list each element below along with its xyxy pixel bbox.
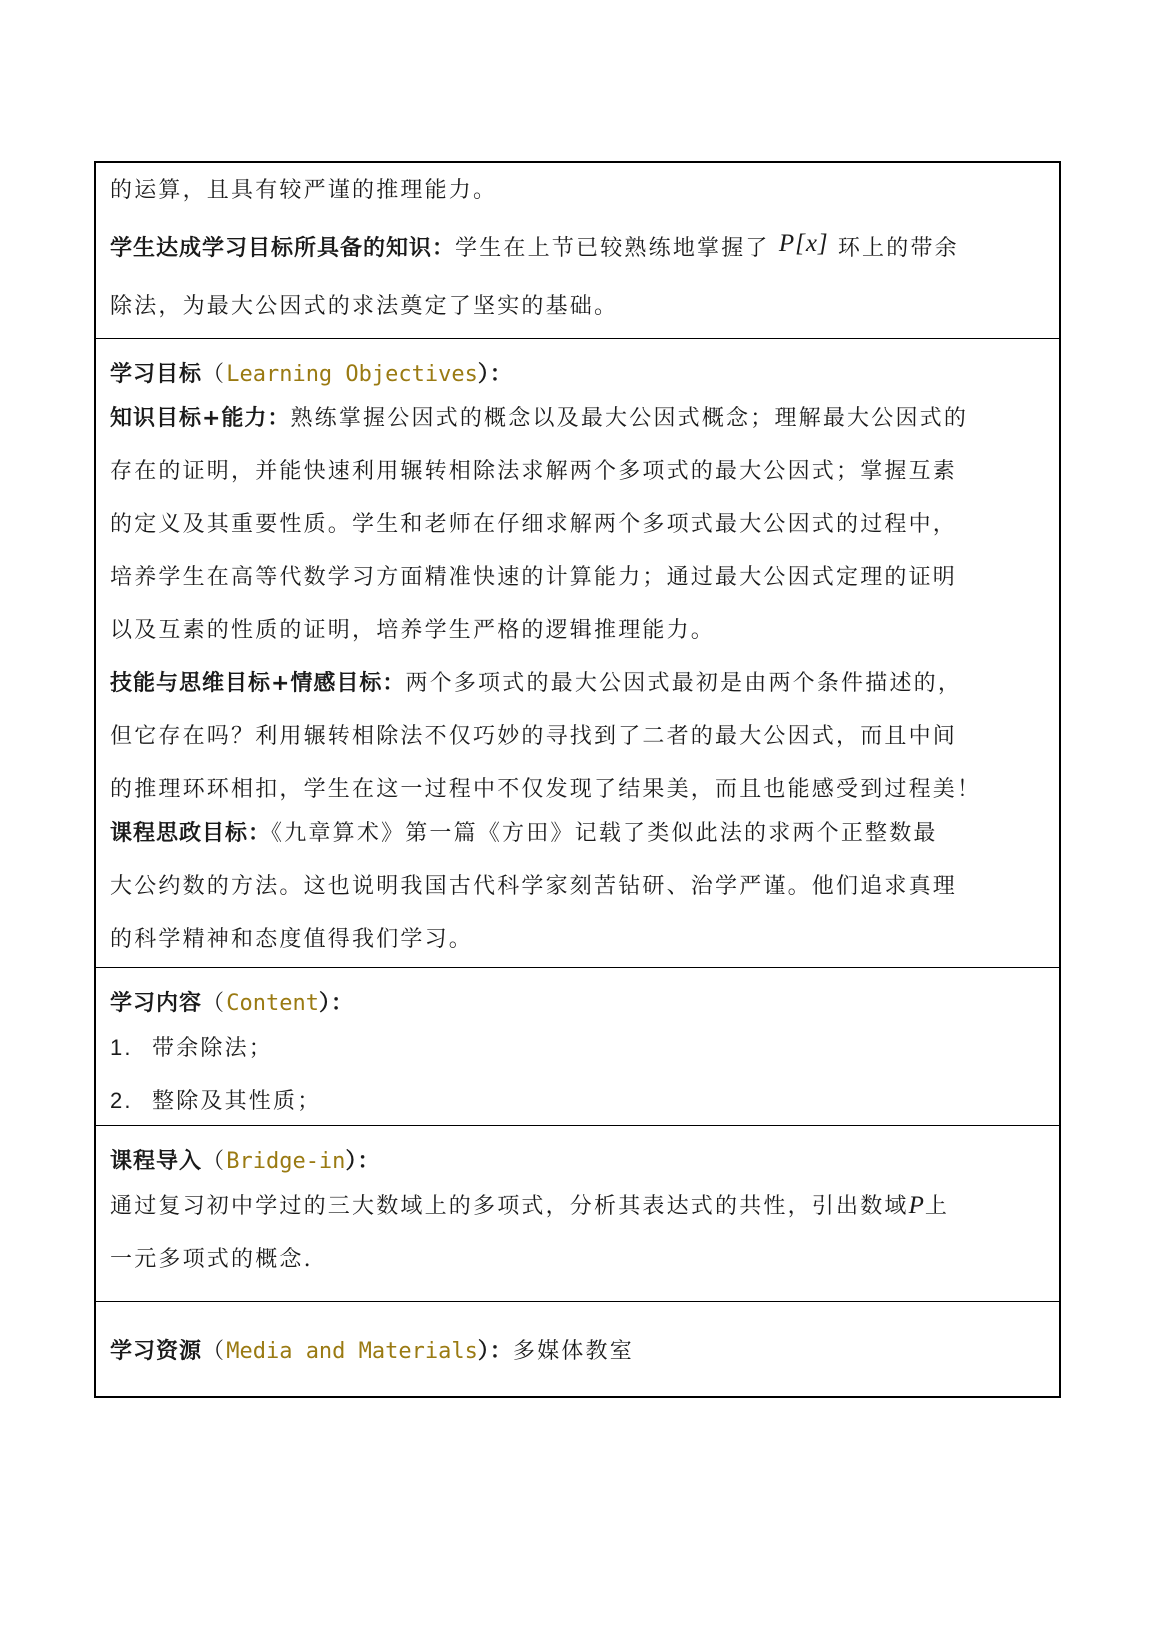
resources-heading-en: Media and Materials	[226, 1339, 478, 1364]
heading-close-paren: ）：	[318, 991, 354, 1016]
heading-close-paren: ）：	[477, 362, 513, 387]
prior-ability-text: 的运算，且具有较严谨的推理能力。	[110, 178, 498, 203]
list-item-number: 1.	[110, 1035, 133, 1060]
list-item-number: 2.	[110, 1088, 133, 1113]
prior-ability-line	[110, 163, 1045, 204]
skill-objective-text: 但它存在吗？利用辗转相除法不仅巧妙的寻找到了二者的最大公因式，而且中间	[110, 724, 958, 749]
knowledge-objective-text: 培养学生在高等代数学习方面精准快速的计算能力；通过最大公因式定理的证明	[110, 565, 958, 590]
skill-objective-label: 技能与思维目标+情感目标：	[110, 671, 406, 696]
content-heading-en: Content	[226, 991, 319, 1016]
bridge-text: 通过复习初中学过的三大数域上的多项式，分析其表达式的共性，引出数域	[110, 1194, 909, 1219]
number-field-symbol: P	[908, 1192, 925, 1219]
skill-objective-line-1	[110, 666, 1045, 697]
objectives-heading	[110, 339, 1045, 388]
knowledge-objective-text: 存在的证明，并能快速利用辗转相除法求解两个多项式的最大公因式；掌握互素	[110, 459, 958, 484]
knowledge-objective-text: 的定义及其重要性质。学生和老师在仔细求解两个多项式最大公因式的过程中，	[110, 512, 958, 537]
skill-objective-text: 的推理环环相扣，学生在这一过程中不仅发现了结果美，而且也能感受到过程美！	[110, 777, 982, 802]
bridge-text: 一元多项式的概念.	[110, 1247, 313, 1272]
knowledge-objective-line-1	[110, 401, 1045, 432]
prior-knowledge-label: 学生达成学习目标所具备的知识：	[110, 236, 456, 261]
ideology-objective-text: 《九章算术》第一篇《方田》记载了类似此法的求两个正整数最	[271, 821, 938, 846]
list-item	[110, 1031, 1045, 1062]
heading-close-paren: ）：	[477, 1339, 513, 1364]
bridge-heading-zh: 课程导入	[110, 1149, 203, 1174]
polynomial-ring-symbol: P[x]	[778, 231, 829, 257]
list-item-text: 带余除法；	[152, 1036, 274, 1061]
knowledge-objective-label: 知识目标+能力：	[110, 406, 291, 431]
lesson-plan-table	[94, 161, 1061, 1398]
content-heading	[110, 968, 1045, 1017]
bridge-in-cell	[96, 1126, 1059, 1302]
list-item	[110, 1084, 1045, 1115]
heading-open-paren: （	[202, 991, 227, 1016]
heading-close-paren: ）：	[345, 1149, 381, 1174]
objectives-heading-en: Learning Objectives	[226, 362, 478, 387]
bridge-heading-en: Bridge-in	[226, 1149, 346, 1174]
ideology-objective-line-3	[110, 922, 1045, 953]
prior-knowledge-line	[110, 231, 1045, 262]
ideology-objective-line-1	[110, 816, 1045, 847]
skill-objective-line-2	[110, 719, 1045, 750]
skill-objective-line-3	[110, 772, 1045, 803]
ideology-objective-text: 大公约数的方法。这也说明我国古代科学家刻苦钻研、治学严谨。他们追求真理	[110, 874, 958, 899]
knowledge-objective-line-2	[110, 454, 1045, 485]
knowledge-objective-line-3	[110, 507, 1045, 538]
knowledge-objective-text: 以及互素的性质的证明，培养学生严格的逻辑推理能力。	[110, 618, 716, 643]
bridge-text-line-2	[110, 1242, 1045, 1273]
resources-line	[110, 1302, 1045, 1365]
prior-knowledge-text: 学生在上节已较熟练地掌握了	[455, 236, 770, 261]
list-item-text: 整除及其性质；	[152, 1089, 322, 1114]
content-heading-zh: 学习内容	[110, 991, 203, 1016]
knowledge-objective-line-5	[110, 613, 1045, 644]
objectives-heading-zh: 学习目标	[110, 362, 203, 387]
prior-knowledge-text-cont: 环上的带余	[837, 236, 959, 261]
prior-knowledge-cell	[96, 163, 1059, 339]
resources-cell	[96, 1302, 1059, 1396]
bridge-text-line-1	[110, 1189, 1045, 1220]
learning-content-cell	[96, 968, 1059, 1126]
ideology-objective-label: 课程思政目标：	[110, 821, 272, 846]
resources-heading-zh: 学习资源	[110, 1339, 203, 1364]
knowledge-objective-text: 熟练掌握公因式的概念以及最大公因式概念；理解最大公因式的	[290, 406, 969, 431]
heading-open-paren: （	[202, 1339, 227, 1364]
skill-objective-text: 两个多项式的最大公因式最初是由两个条件描述的，	[405, 671, 963, 696]
ideology-objective-text: 的科学精神和态度值得我们学习。	[110, 927, 474, 952]
prior-knowledge-text-end: 除法，为最大公因式的求法奠定了坚实的基础。	[110, 294, 619, 319]
bridge-text-cont: 上	[924, 1194, 950, 1219]
prior-knowledge-line-2	[110, 289, 1045, 320]
heading-open-paren: （	[202, 362, 227, 387]
bridge-heading	[110, 1126, 1045, 1175]
ideology-objective-line-2	[110, 869, 1045, 900]
heading-open-paren: （	[202, 1149, 227, 1174]
knowledge-objective-line-4	[110, 560, 1045, 591]
learning-objectives-cell	[96, 339, 1059, 968]
resources-text: 多媒体教室	[512, 1339, 634, 1364]
